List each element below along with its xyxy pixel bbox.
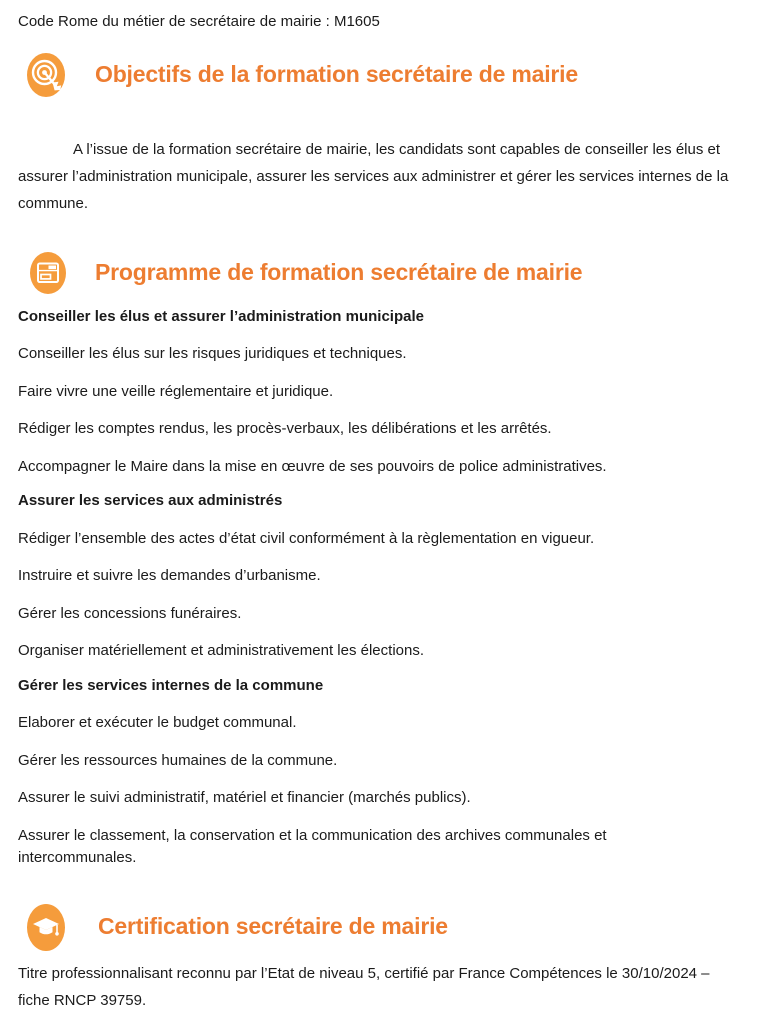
program-item: Conseiller les élus sur les risques juridiques et techniques. — [18, 345, 407, 362]
program-item: Instruire et suivre les demandes d’urbanisme. — [18, 567, 321, 584]
program-item: Gérer les ressources humaines de la commune. — [18, 751, 338, 769]
section-title-objectifs: Objectifs de la formation secrétaire de mairie — [95, 60, 578, 87]
section-header-objectifs — [27, 53, 760, 97]
section-title-certification: Certification secrétaire de mairie — [98, 913, 448, 940]
program-item: Organiser matériellement et administrativement les élections. — [18, 642, 425, 659]
section-title-programme: Programme de formation secrétaire de mairie — [95, 258, 583, 285]
target-dart-icon — [27, 53, 65, 97]
program-item: Faire vivre une veille réglementaire et juridique. — [18, 382, 334, 400]
graduation-cap-icon — [27, 904, 65, 951]
objectifs-intro-paragraph: A l’issue de la formation secrétaire de mairie, les candidats sont capables de conseiller les élus et assurer l’administration municipale, assurer les services aux administrer et gérer les services internes de la commune. — [18, 140, 729, 212]
section-header-certification — [27, 904, 760, 951]
certification-text: Titre professionnalisant reconnu par l’Etat de niveau 5, certifié par France Compétences le 30/10/2024 – fiche RNCP 39759. — [18, 964, 710, 1009]
program-item: Gérer les concessions funéraires. — [18, 604, 242, 622]
program-item: Rédiger l’ensemble des actes d’état civil conformément à la règlementation en vigueur. — [18, 529, 595, 547]
program-item: Rédiger les comptes rendus, les procès-verbaux, les délibérations et les arrêtés. — [18, 420, 552, 437]
code-rome-line: Code Rome du métier de secrétaire de mairie : M1605 — [18, 13, 380, 30]
program-item: Elaborer et exécuter le budget communal. — [18, 714, 297, 731]
program-group-heading-2: Assurer les services aux administrés — [18, 492, 283, 509]
program-item: Assurer le suivi administratif, matériel et financier (marchés publics). — [18, 789, 471, 806]
section-header-programme — [30, 252, 760, 294]
program-group-heading-3: Gérer les services internes de la commune — [18, 676, 324, 694]
program-item: Assurer le classement, la conservation et la communication des archives communales et intercommunales. — [18, 826, 607, 866]
program-item: Accompagner le Maire dans la mise en œuvre de ses pouvoirs de police administratives. — [18, 457, 607, 475]
document-card-icon — [30, 252, 66, 294]
program-group-heading-1: Conseiller les élus et assurer l’administration municipale — [18, 307, 424, 325]
